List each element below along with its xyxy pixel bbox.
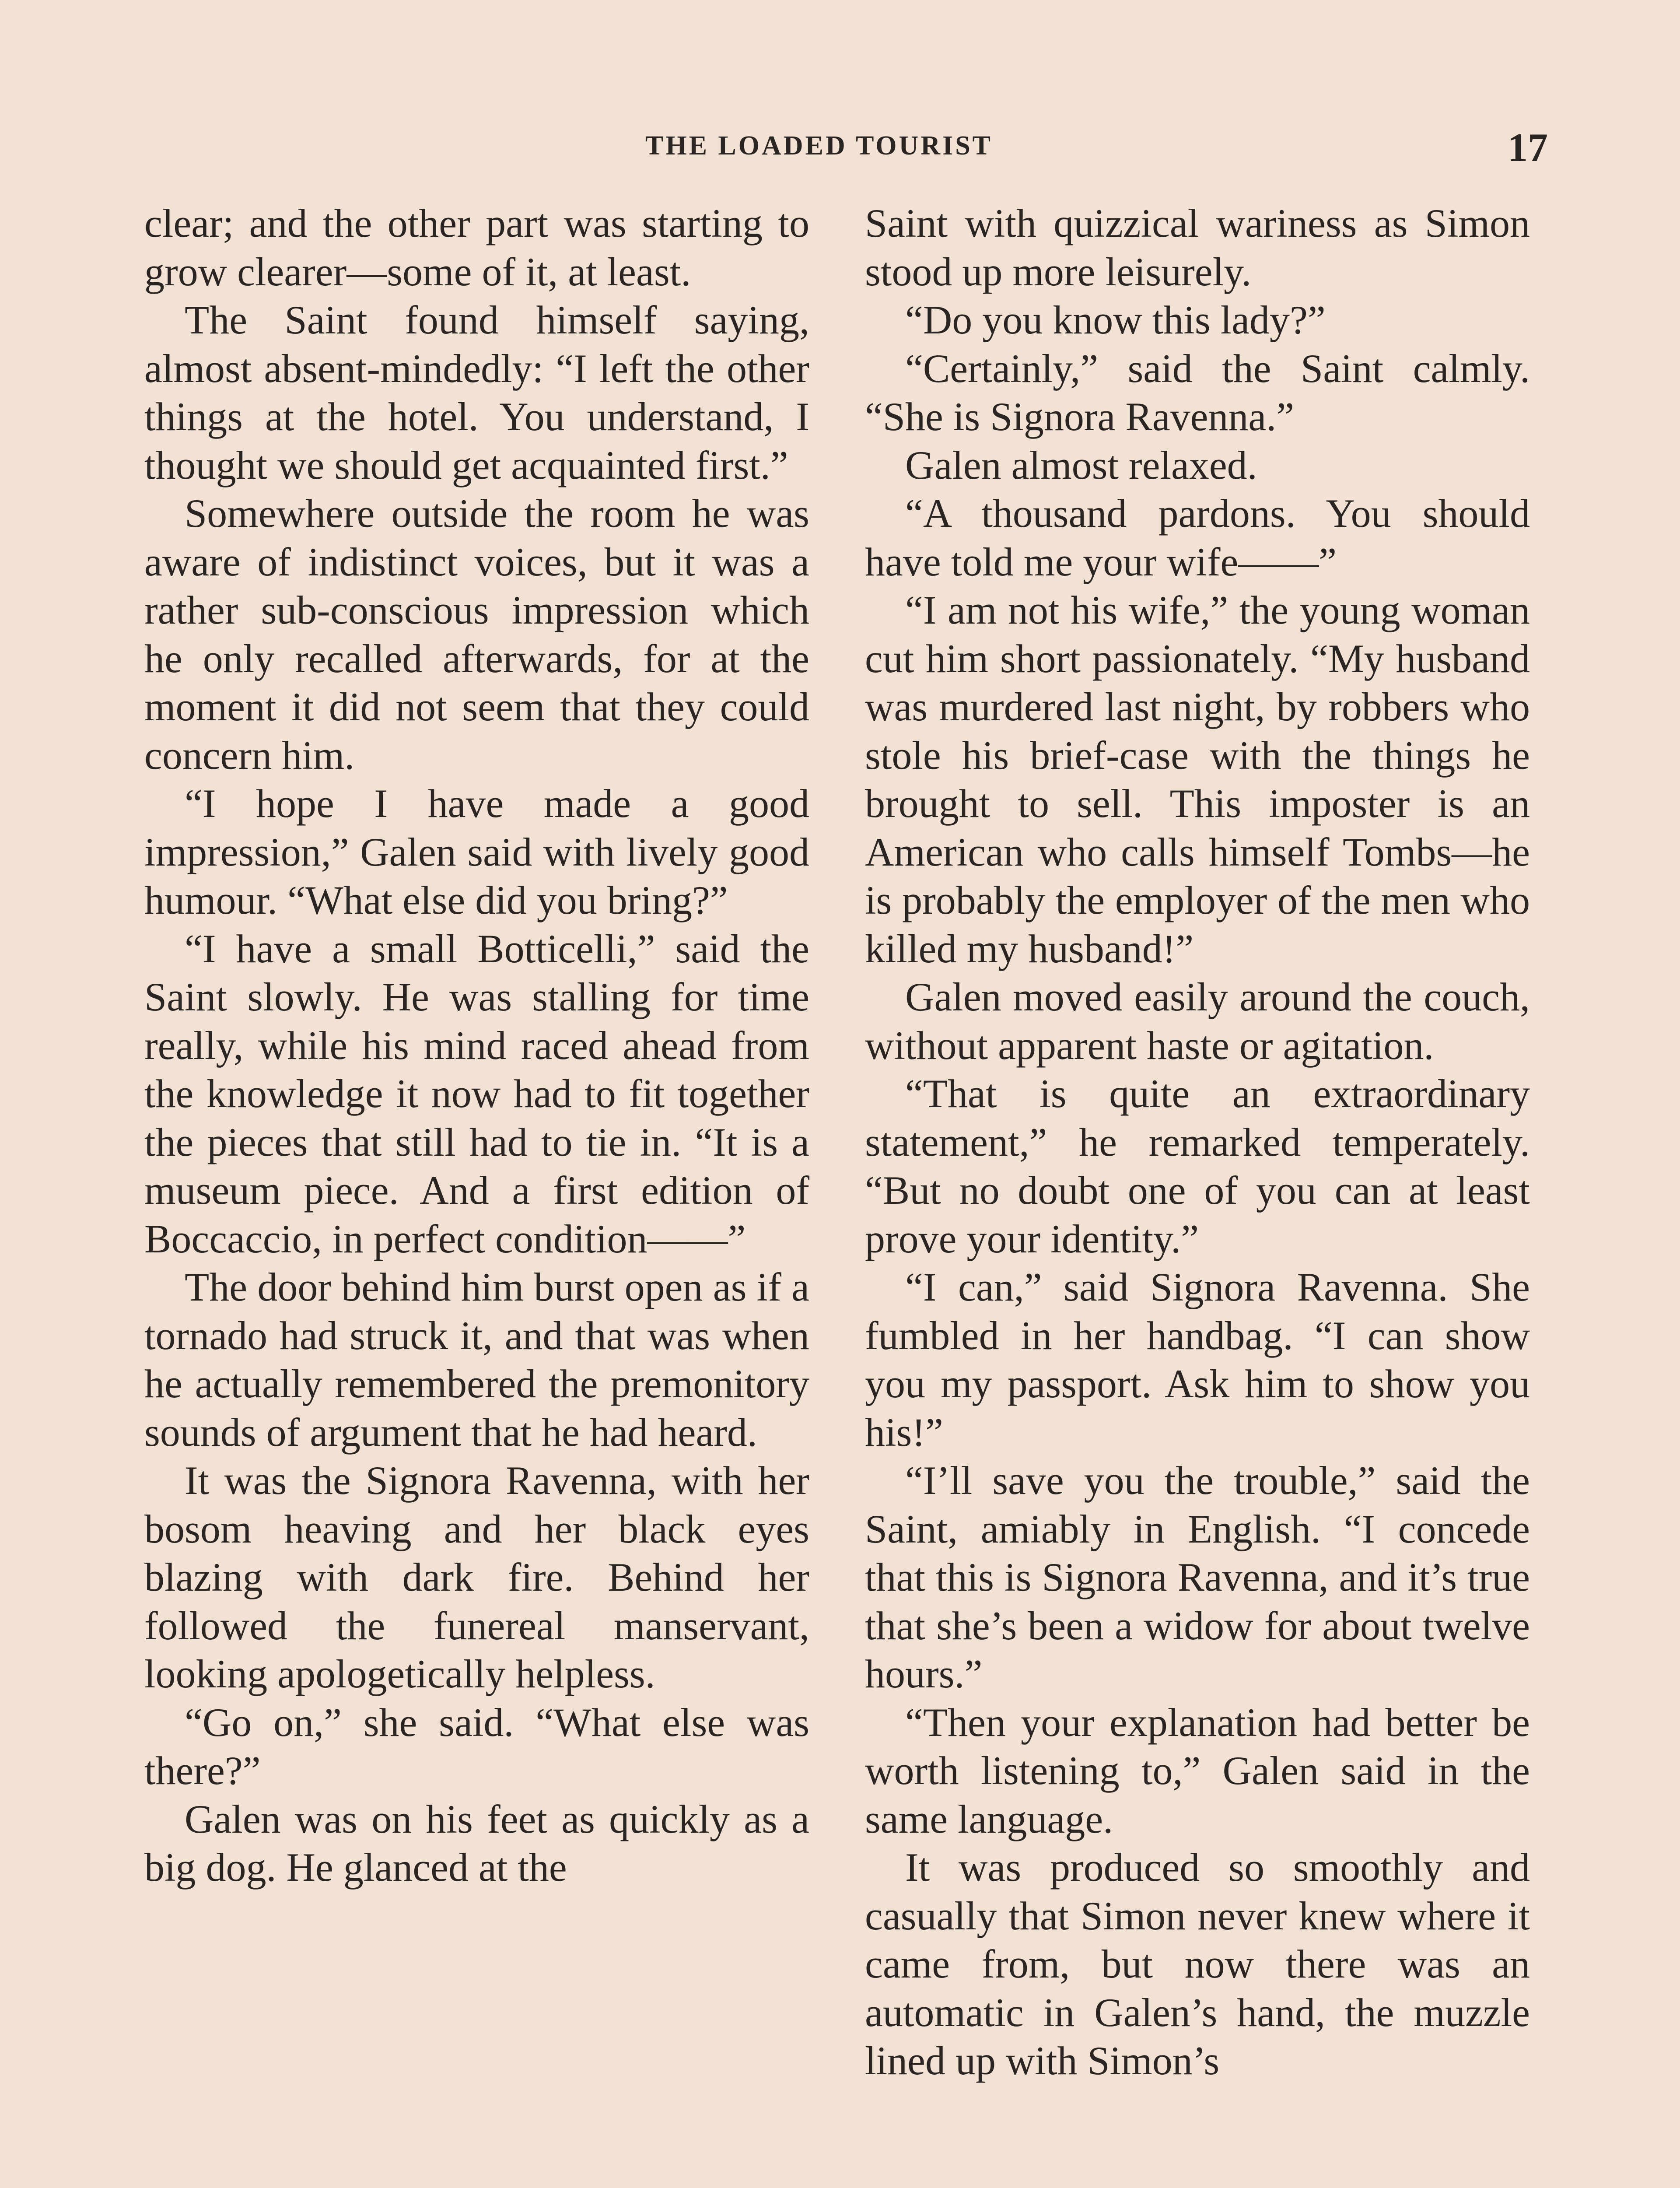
paragraph: “Go on,” she said. “What else was there?” bbox=[144, 1700, 809, 1793]
paragraph: It was produced so smoothly and casually that Simon never knew where it came from, but now there was an automatic in Galen’s hand, the muzzle lined up with Simon’s bbox=[865, 1845, 1530, 2083]
paragraph: “Do you know this lady?” bbox=[905, 298, 1326, 342]
paragraph: “I can,” said Signora Ravenna. She fumbled in her handbag. “I can show you my passport. Ask him to show you his!” bbox=[865, 1265, 1530, 1455]
paragraph: It was the Signora Ravenna, with her bosom heaving and her black eyes blazing with dark fire. Behind her followed the funereal manservant, looking apologetically helpless. bbox=[144, 1458, 809, 1696]
paragraph: “I have a small Botticelli,” said the Saint slowly. He was stalling for time really, while his mind raced ahead from the knowledge it now had to fit together the pieces that still had to tie in. “It is a museum piece. And a first edition of Boccaccio, in perfect condition——” bbox=[144, 926, 809, 1261]
paragraph: Galen was on his feet as quickly as a big dog. He glanced at the bbox=[144, 1796, 809, 1890]
paragraph: “I am not his wife,” the young woman cut him short passionately. “My husband was murdered last night, by robbers who stole his brief-case with the things he brought to sell. This imposter is an American who calls himself Tombs—he is probably the employer of the men who killed my husband!” bbox=[865, 588, 1530, 971]
paragraph: “I hope I have made a good impression,” Galen said with lively good humour. “What else did you bring?” bbox=[144, 781, 809, 922]
paragraph: “That is quite an extraordinary statement,” he remarked temperately. “But no doubt one of you can at least prove your identity.” bbox=[865, 1071, 1530, 1261]
paragraph: “A thousand pardons. You should have told me your wife——” bbox=[865, 491, 1530, 584]
paragraph: Saint with quizzical wariness as Simon stood up more leisurely. bbox=[865, 201, 1530, 294]
paragraph: The Saint found himself saying, almost absent-mindedly: “I left the other things at the hotel. You understand, I thought we should get acquainted first.” bbox=[144, 298, 809, 487]
right-column bbox=[865, 199, 1530, 2085]
paragraph: clear; and the other part was starting to grow clearer—some of it, at least. bbox=[144, 201, 809, 294]
running-title: THE LOADED TOURIST bbox=[645, 131, 993, 161]
paragraph: “Certainly,” said the Saint calmly. “She is Signora Ravenna.” bbox=[865, 346, 1530, 439]
paragraph: The door behind him burst open as if a tornado had struck it, and that was when he actually remembered the premonitory sounds of argument that he had heard. bbox=[144, 1265, 809, 1455]
page-number: 17 bbox=[1508, 125, 1548, 170]
left-column bbox=[144, 199, 809, 1892]
paragraph: Somewhere outside the room he was aware of indistinct voices, but it was a rather sub-conscious impression which he only recalled afterwards, for at the moment it did not seem that they could concern him. bbox=[144, 491, 809, 778]
paragraph: “Then your explanation had better be worth listening to,” Galen said in the same language. bbox=[865, 1700, 1530, 1841]
paragraph: “I’ll save you the trouble,” said the Saint, amiably in English. “I concede that this is Signora Ravenna, and it’s true that she’s been a widow for about twelve hours.” bbox=[865, 1458, 1530, 1696]
paragraph: Galen almost relaxed. bbox=[905, 442, 1257, 487]
paragraph: Galen moved easily around the couch, without apparent haste or agitation. bbox=[865, 975, 1530, 1068]
